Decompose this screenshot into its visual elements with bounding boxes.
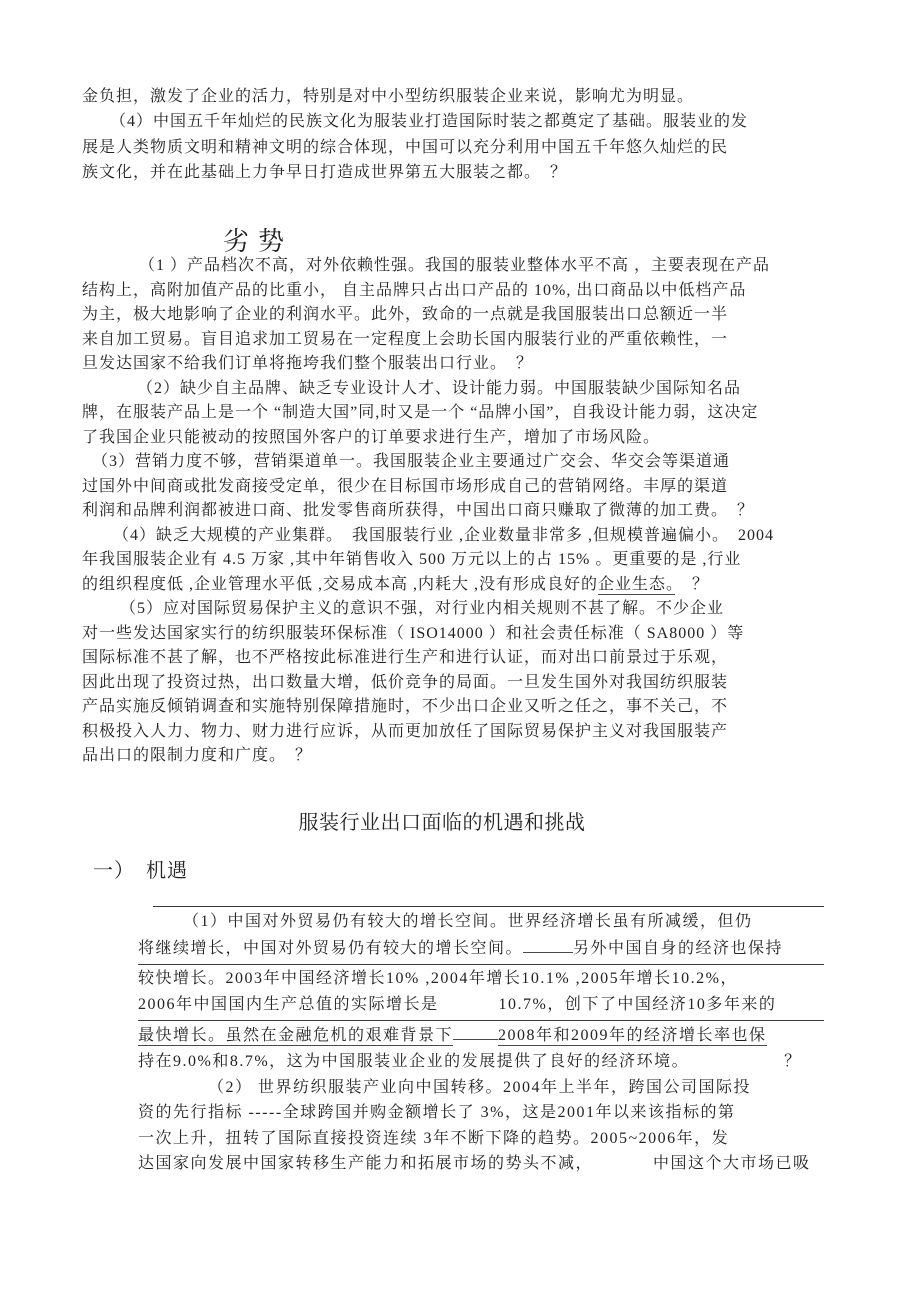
- text-line: [82, 352, 844, 377]
- text-line: [138, 966, 824, 992]
- text-line: [82, 160, 842, 185]
- text-line: [82, 135, 842, 160]
- text-segment: （2）缺少自主品牌、缺乏专业设计人才、设计能力弱。中国服装缺少国际知名品: [137, 379, 742, 397]
- paragraph: [82, 254, 844, 377]
- text-line: [82, 720, 844, 745]
- text-segment: 较快增长。2003年中国经济增长10% ,2004年增长10.1% ,2005年增长10.2%，: [138, 970, 738, 988]
- text-segment: 年我国服装企业有 4.5 万家 ,其中年销售收入 500 万元以上的占 15% 。更重要的是 ,行业: [82, 551, 742, 568]
- text-segment: 利润和品牌利润都被进口商、批发零售商所获得，中国出口商只赚取了微薄的加工费。 ？: [82, 502, 755, 519]
- text-segment: 品出口的限制力度和广度。 ？: [82, 747, 313, 764]
- text-segment: 达国家向发展中国家转移生产能力和拓展市场的势头不减，: [138, 1155, 594, 1173]
- paragraph: [82, 377, 844, 451]
- text-segment: 2006年中国国内生产总值的实际增长是: [138, 995, 439, 1013]
- text-segment: ？: [675, 575, 710, 593]
- text-segment: ？: [784, 1052, 802, 1070]
- paragraph: [82, 597, 844, 769]
- text-segment: 另外中国自身的经济也保持: [573, 939, 784, 957]
- text-line: [138, 992, 824, 1022]
- text-line: [138, 1100, 824, 1126]
- text-line: [82, 524, 844, 549]
- text-line: [82, 695, 844, 720]
- text-line: [82, 597, 844, 622]
- text-line: [138, 909, 824, 935]
- sub-heading-opportunity: 一） 机遇: [93, 860, 188, 882]
- text-segment: 的组织程度低 ,企业管理水平低 ,交易成本高 ,内耗大 ,没有形成良好的: [82, 575, 599, 593]
- text-segment: 国际标准不甚了解，也不严格按此标准进行生产和进行认证，而对出口前景过于乐观，: [82, 649, 729, 666]
- text-segment: （4）缺乏大规模的产业集群。 我国服装行业 ,企业数量非常多 ,但规模普遍偏小。 2004: [113, 526, 775, 544]
- blank-gap: [453, 1022, 498, 1040]
- paragraph: [82, 450, 844, 524]
- text-segment: （1）中国对外贸易仍有较大的增长空间。世界经济增长虽有所减缓，但仍: [183, 913, 753, 930]
- text-segment: 展是人类物质文明和精神文明的综合体现，中国可以充分利用中国五千年悠久灿烂的民: [82, 138, 729, 156]
- text-segment: 2008年和2009年的经济增长率也保: [498, 1027, 767, 1045]
- text-line: [82, 744, 844, 769]
- text-line: [138, 1151, 824, 1177]
- text-segment: 10.7%，创下了中国经济10多年来的: [498, 995, 777, 1013]
- text-segment: 牌，在服装产品上是一个 “制造大国”同,时又是一个 “品牌小国”，自我设计能力弱，这决定: [82, 404, 759, 421]
- text-line: [82, 84, 842, 109]
- text-segment: 因此出现了投资过热，出口数量大增，低价竞争的局面。一旦发生国外对我国纺织服装: [82, 673, 729, 691]
- horizontal-rule: [153, 906, 824, 907]
- text-segment: 资的先行指标 -----全球跨国并购金额增长了 3%，这是2001年以来该指标的第: [138, 1104, 736, 1122]
- text-line: [82, 573, 844, 598]
- text-segment: 企业生态。: [598, 575, 676, 593]
- text-line: [82, 279, 844, 304]
- text-segment: 最快增长。虽然在金融危机的艰难背景下: [138, 1027, 454, 1045]
- paragraph: [82, 524, 844, 598]
- text-line: [82, 377, 844, 402]
- text-segment: 将继续增长，中国对外贸易仍有较大的增长空间。: [138, 939, 524, 957]
- text-line: [82, 426, 844, 451]
- text-line: [82, 548, 844, 573]
- text-segment: 旦发达国家不给我们订单将拖垮我们整个服装出口行业。 ？: [82, 355, 534, 372]
- text-segment: 族文化，并在此基础上力争早日打造成世界第五大服装之都。 ？: [82, 163, 568, 181]
- blank-gap: [593, 1152, 653, 1168]
- text-segment: 一次上升，扭转了国际直接投资连续 3年不断下降的趋势。2005~2006年，发: [138, 1129, 730, 1147]
- text-segment: 过国外中间商或批发商接受定单，很少在目标国市场形成自己的营销网络。丰厚的渠道: [82, 477, 729, 495]
- weakness-heading: 劣势: [223, 227, 294, 256]
- text-line: [82, 401, 844, 426]
- opportunity-block: [138, 906, 824, 1177]
- text-segment: （5）应对国际贸易保护主义的意识不强，对行业内相关规则不甚了解。不少企业: [120, 600, 725, 617]
- text-segment: 对一些发达国家实行的纺织服装环保标准（ ISO14000 ）和社会责任标准（ SA8000 ）等: [82, 624, 745, 642]
- section-heading: 服装行业出口面临的机遇和挑战: [298, 812, 586, 834]
- text-line: [82, 109, 842, 134]
- text-segment: 持在9.0%和8.7%，这为中国服装业企业的发展提供了良好的经济环境。: [138, 1052, 690, 1070]
- text-segment: 中国这个大市场已吸: [653, 1155, 811, 1173]
- text-line: [138, 1022, 824, 1049]
- text-segment: 金负担，激发了企业的活力，特别是对中小型纺织服装企业来说，影响尤为明显。: [82, 88, 695, 105]
- blank-gap: [439, 993, 499, 1009]
- text-line: [82, 450, 844, 475]
- blank-gap: [689, 1050, 784, 1066]
- text-segment: （3）营销力度不够，营销渠道单一。我国服装企业主要通过广交会、华交会等渠道通: [92, 453, 731, 470]
- text-segment: （2） 世界纺织服装产业向中国转移。2004年上半年，跨国公司国际投: [208, 1078, 752, 1096]
- text-line: [138, 1049, 824, 1075]
- text-line: [138, 1126, 824, 1152]
- text-line: [82, 475, 844, 500]
- text-line: [82, 671, 844, 696]
- text-line: [138, 935, 824, 966]
- text-line: [82, 254, 844, 279]
- text-line: [82, 622, 844, 647]
- text-line: [82, 646, 844, 671]
- blank-gap: [523, 935, 573, 953]
- text-segment: 来自加工贸易。盲目追求加工贸易在一定程度上会助长国内服装行业的严重依赖性，一: [82, 330, 729, 348]
- text-line: [82, 499, 844, 524]
- text-line: [82, 303, 844, 328]
- text-segment: （4）中国五千年灿烂的民族文化为服装业打造国际时装之都奠定了基础。服装业的发: [110, 113, 749, 131]
- text-segment: 结构上，高附加值产品的比重小， 自主品牌只占出口产品的 10%, 出口商品以中低档产品: [82, 281, 747, 299]
- text-line: [138, 1075, 824, 1101]
- text-segment: 了我国企业只能被动的按照国外客户的订单要求进行生产，增加了市场风险。: [82, 428, 661, 446]
- text-segment: （1 ）产品档次不高，对外依赖性强。我国的服装业整体水平不高 ，主要表现在产品: [139, 257, 771, 274]
- intro-paragraphs: [82, 84, 842, 185]
- text-segment: 产品实施反倾销调查和实施特别保障措施时，不少出口企业又听之任之，事不关己，不: [82, 698, 729, 715]
- weakness-body: [82, 254, 844, 769]
- text-line: [82, 328, 844, 353]
- text-segment: 积极投入人力、物力、财力进行应诉，从而更加放任了国际贸易保护主义对我国服装产: [82, 722, 729, 740]
- text-segment: 为主，极大地影响了企业的利润水平。此外，致命的一点就是我国服装出口总额近一半: [82, 306, 729, 323]
